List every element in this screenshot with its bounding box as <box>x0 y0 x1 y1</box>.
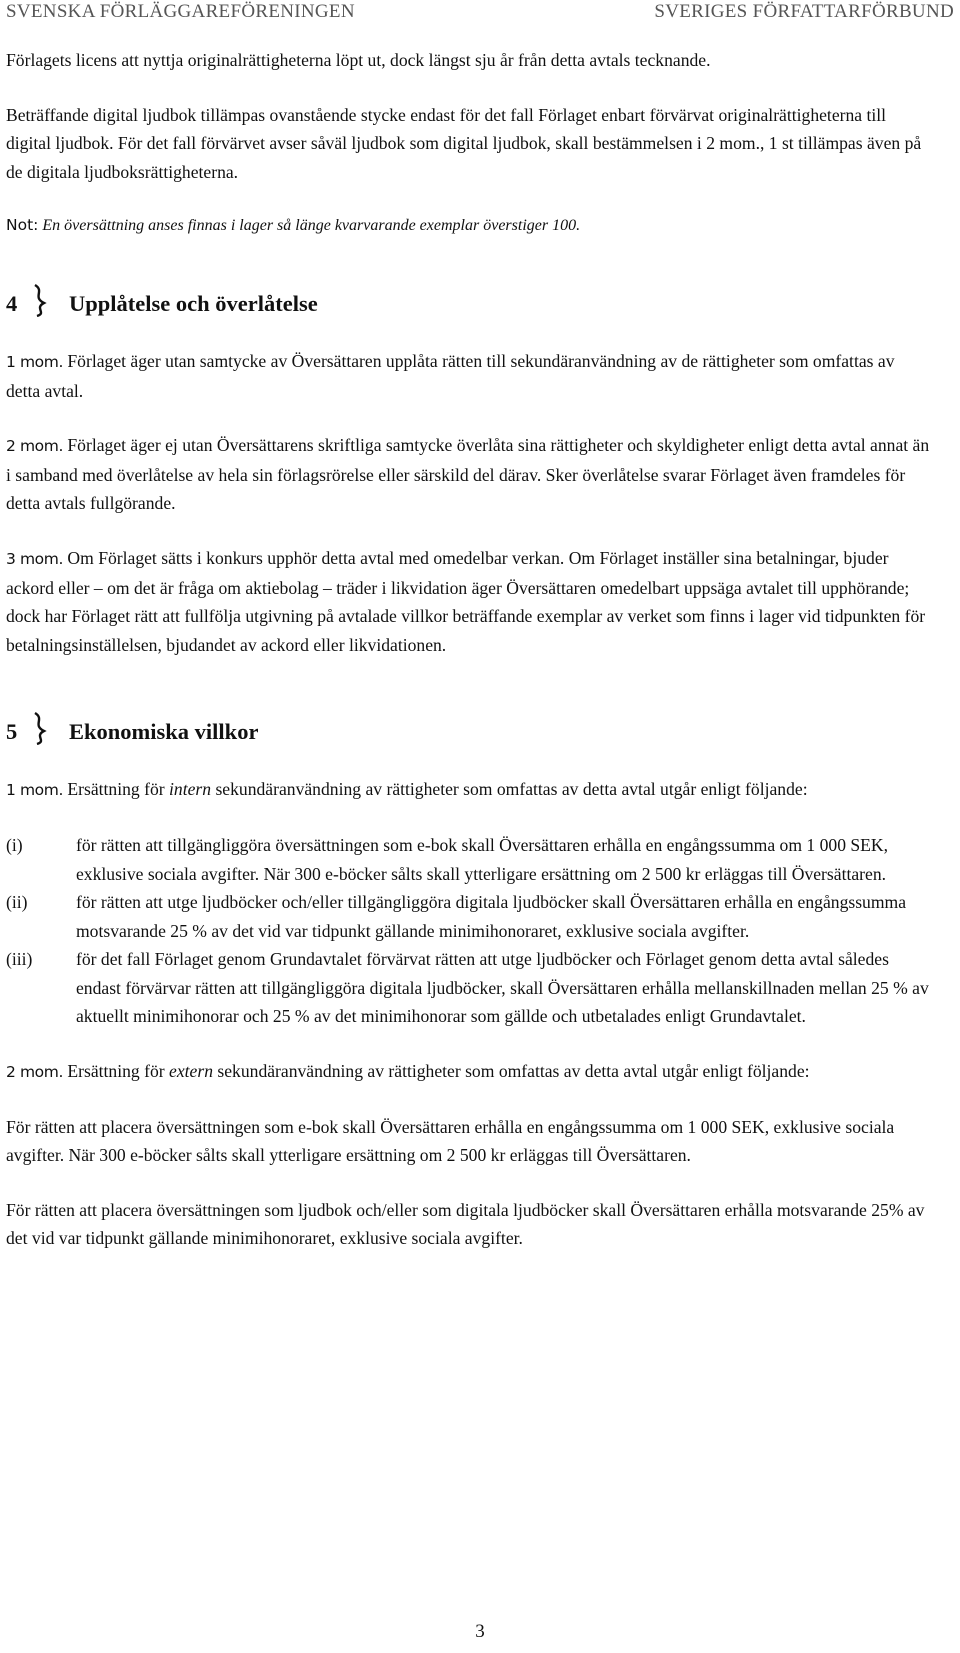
list-marker: (i) <box>6 834 23 855</box>
mom-text: Om Förlaget sätts i konkurs upphör detta avtal med omedelbar verkan. Om Förlaget inställer sina betalningar, bjuder ackord eller – om det är fråga om aktiebolag – träder i likvidation äger Översättaren omedelbart uppsäga avtalet till upphörande; dock har Förlaget rätt att fullfölja utgivning på avtalade villkor beträffande exemplar av verket som finns i lager vid tidpunkten för betalningsinställelsen, bjudandet av ackord eller likvidationen. <box>6 547 926 655</box>
mom-text-post: sekundäranvändning av rättigheter som omfattas av detta avtal utgår enligt följande: <box>211 779 808 800</box>
list-item <box>6 888 931 945</box>
section-symbol-icon <box>21 711 69 753</box>
mom-text-pre: Ersättning för <box>63 779 170 800</box>
section-4-heading <box>6 283 931 325</box>
list-marker: (iii) <box>6 949 33 970</box>
page-number: 3 <box>475 1621 485 1642</box>
section-symbol-icon <box>21 283 69 325</box>
section-4-title: Upplåtelse och överlåtelse <box>69 290 318 316</box>
paragraph-external-ebook: För rätten att placera översättningen som e-bok skall Översättaren erhålla en engångssumma om 1 000 SEK, exklusive sociala avgifter. När 300 e-böcker sålts skall ytterligare ersättning om 2 500 kr erläggas till Översättaren. <box>6 1116 895 1166</box>
page-header <box>6 0 954 24</box>
section-5-title: Ekonomiska villkor <box>69 719 259 745</box>
mom-text-emphasis: extern <box>169 1061 213 1082</box>
header-left: SVENSKA FÖRLÄGGAREFÖRENINGEN <box>6 1 355 22</box>
section-5-mom-1 <box>6 775 931 805</box>
note-text: En översättning anses finnas i lager så länge kvarvarande exemplar överstiger 100. <box>38 217 581 235</box>
paragraph-audiobook: Beträffande digital ljudbok tillämpas ovanstående stycke endast för det fall Förlaget enbart förvärvat originalrättigheterna till digital ljudbok. För det fall förvärvet avser såväl ljudbok som digital ljudbok, skall bestämmelsen i 2 mom., 1 st tillämpas även på de digitala ljudboksrättigheterna. <box>6 104 922 182</box>
mom-text-pre: Ersättning för <box>63 1061 170 1082</box>
section-5-mom-2 <box>6 1057 931 1087</box>
paragraph-external-audio: För rätten att placera översättningen som ljudbok och/eller som digitala ljudböcker skall Översättaren erhålla motsvarande 25% av det vid var tidpunkt gällande minimihonoraret, exklusive sociala avgifter. <box>6 1199 925 1249</box>
section-5-number: 5 <box>6 719 18 745</box>
mom-label: 1 mom. <box>6 352 63 371</box>
compensation-list <box>6 831 931 1031</box>
mom-text-post: sekundäranvändning av rättigheter som omfattas av detta avtal utgår enligt följande: <box>213 1061 810 1082</box>
list-text: för det fall Förlaget genom Grundavtalet förvärvat rätten att utge ljudböcker och Förlaget genom detta avtal således endast förvärvar rätten att tillgängliggöra digitala ljudböcker, skall Översättaren erhålla mellanskillnaden mellan 25 % av aktuellt minimihonorar och 25 % av det minimihonorar som gällde och utbetalades enligt Grundavtalet. <box>76 949 929 1027</box>
section-4-number: 4 <box>6 290 18 316</box>
mom-label: 1 mom. <box>6 781 63 800</box>
note-label: Not: <box>6 216 39 235</box>
mom-text: Förlaget äger utan samtycke av Översättaren upplåta rätten till sekundäranvändning av de rättigheter som omfattas av detta avtal. <box>6 350 895 401</box>
paragraph-license: Förlagets licens att nyttja originalrättigheterna löpt ut, dock längst sju år från detta avtals tecknande. <box>6 50 711 70</box>
note <box>6 211 931 241</box>
mom-text-emphasis: intern <box>169 779 212 800</box>
header-right: SVERIGES FÖRFATTARFÖRBUND <box>654 1 954 22</box>
list-item <box>6 831 931 888</box>
list-text: för rätten att tillgängliggöra översättningen som e-bok skall Översättaren erhålla en engångssumma om 1 000 SEK, exklusive sociala avgifter. När 300 e-böcker sålts skall ytterligare ersättning om 2 500 kr erläggas till Översättaren. <box>76 834 889 884</box>
mom-label: 2 mom. <box>6 1063 63 1082</box>
mom-label: 3 mom. <box>6 549 63 568</box>
list-marker: (ii) <box>6 892 28 913</box>
list-text: för rätten att utge ljudböcker och/eller tillgängliggöra digitala ljudböcker skall Översättaren erhålla en engångssumma motsvarande 25 % av det vid var tidpunkt gällande minimihonoraret, exklusive sociala avgifter. <box>76 892 907 941</box>
mom-label: 2 mom. <box>6 437 63 456</box>
section-4-mom-3 <box>6 544 931 659</box>
section-4-mom-2 <box>6 431 931 518</box>
section-5-heading <box>6 711 931 753</box>
mom-text: Förlaget äger ej utan Översättarens skriftliga samtycke överlåta sina rättigheter och skyldigheter enligt detta avtal annat än i samband med överlåtelse av hela sin förlagsrörelse eller särskild del därav. Sker överlåtelse svarar Förlaget även framdeles för detta avtals fullgörande. <box>6 435 930 514</box>
section-4-mom-1 <box>6 347 931 405</box>
document-body <box>6 46 931 1279</box>
list-item <box>6 945 931 1031</box>
